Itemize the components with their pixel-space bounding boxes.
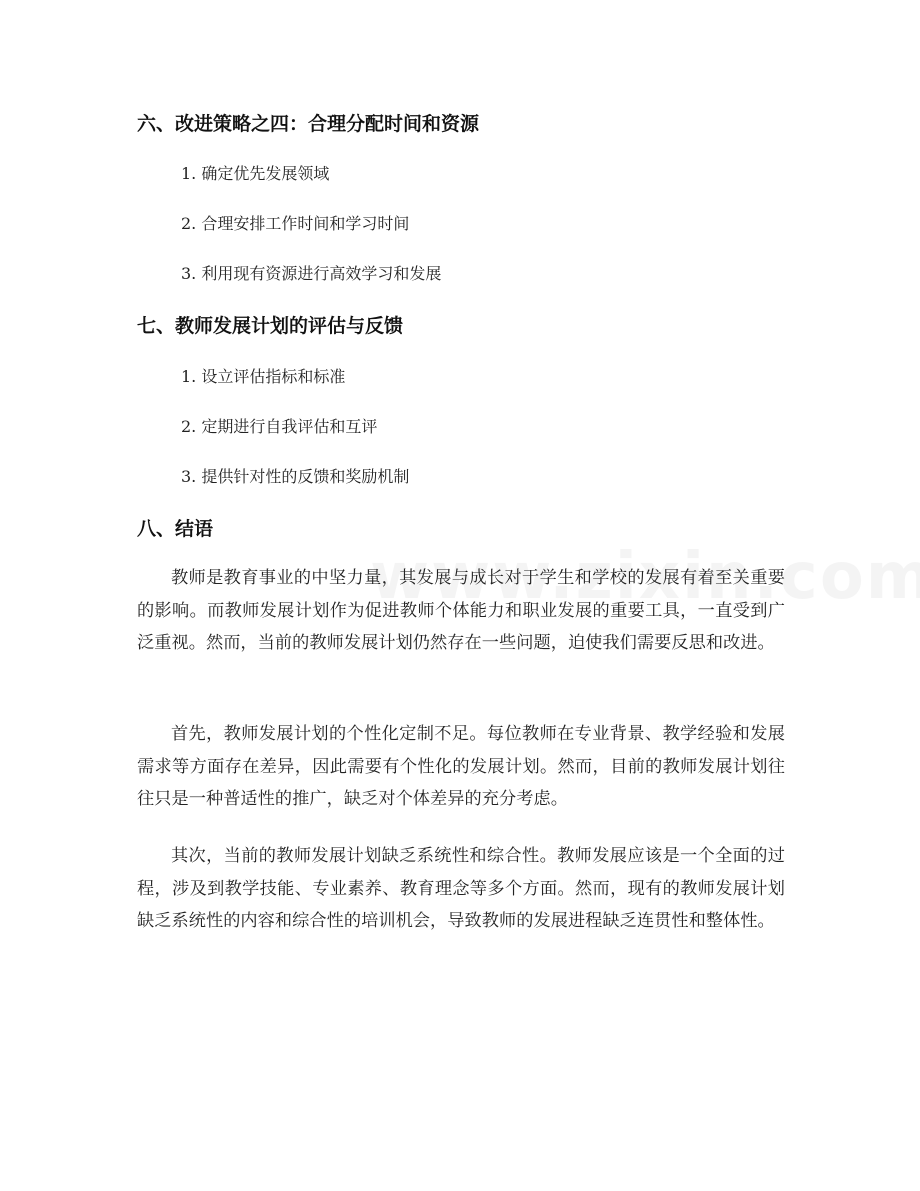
body-paragraph: 教师是教育事业的中坚力量，其发展与成长对于学生和学校的发展有着至关重要的影响。而教师发展计划作为促进教师个体能力和职业发展的重要工具，一直受到广泛重视。然而，当前的教师发展计划仍然存在一些问题，迫使我们需要反思和改进。 [137,568,785,653]
section-heading-8: 八、结语 [137,518,214,540]
list-item: 3. 利用现有资源进行高效学习和发展 [181,264,442,283]
body-paragraph: 其次，当前的教师发展计划缺乏系统性和综合性。教师发展应该是一个全面的过程，涉及到教学技能、专业素养、教育理念等多个方面。然而，现有的教师发展计划缺乏系统性的内容和综合性的培训机会，导致教师的发展进程缺乏连贯性和整体性。 [137,846,785,931]
list-item: 1. 确定优先发展领域 [181,164,330,183]
list-item: 2. 定期进行自我评估和互评 [181,417,378,436]
list-item: 1. 设立评估指标和标准 [181,367,346,386]
body-paragraph: 首先，教师发展计划的个性化定制不足。每位教师在专业背景、教学经验和发展需求等方面存在差异，因此需要有个性化的发展计划。然而，目前的教师发展计划往往只是一种普适性的推广，缺乏对个体差异的充分考虑。 [137,724,785,809]
section-heading-6: 六、改进策略之四：合理分配时间和资源 [137,113,480,135]
section-heading-7: 七、教师发展计划的评估与反馈 [137,315,404,337]
list-item: 2. 合理安排工作时间和学习时间 [181,214,410,233]
list-item: 3. 提供针对性的反馈和奖励机制 [181,467,410,486]
